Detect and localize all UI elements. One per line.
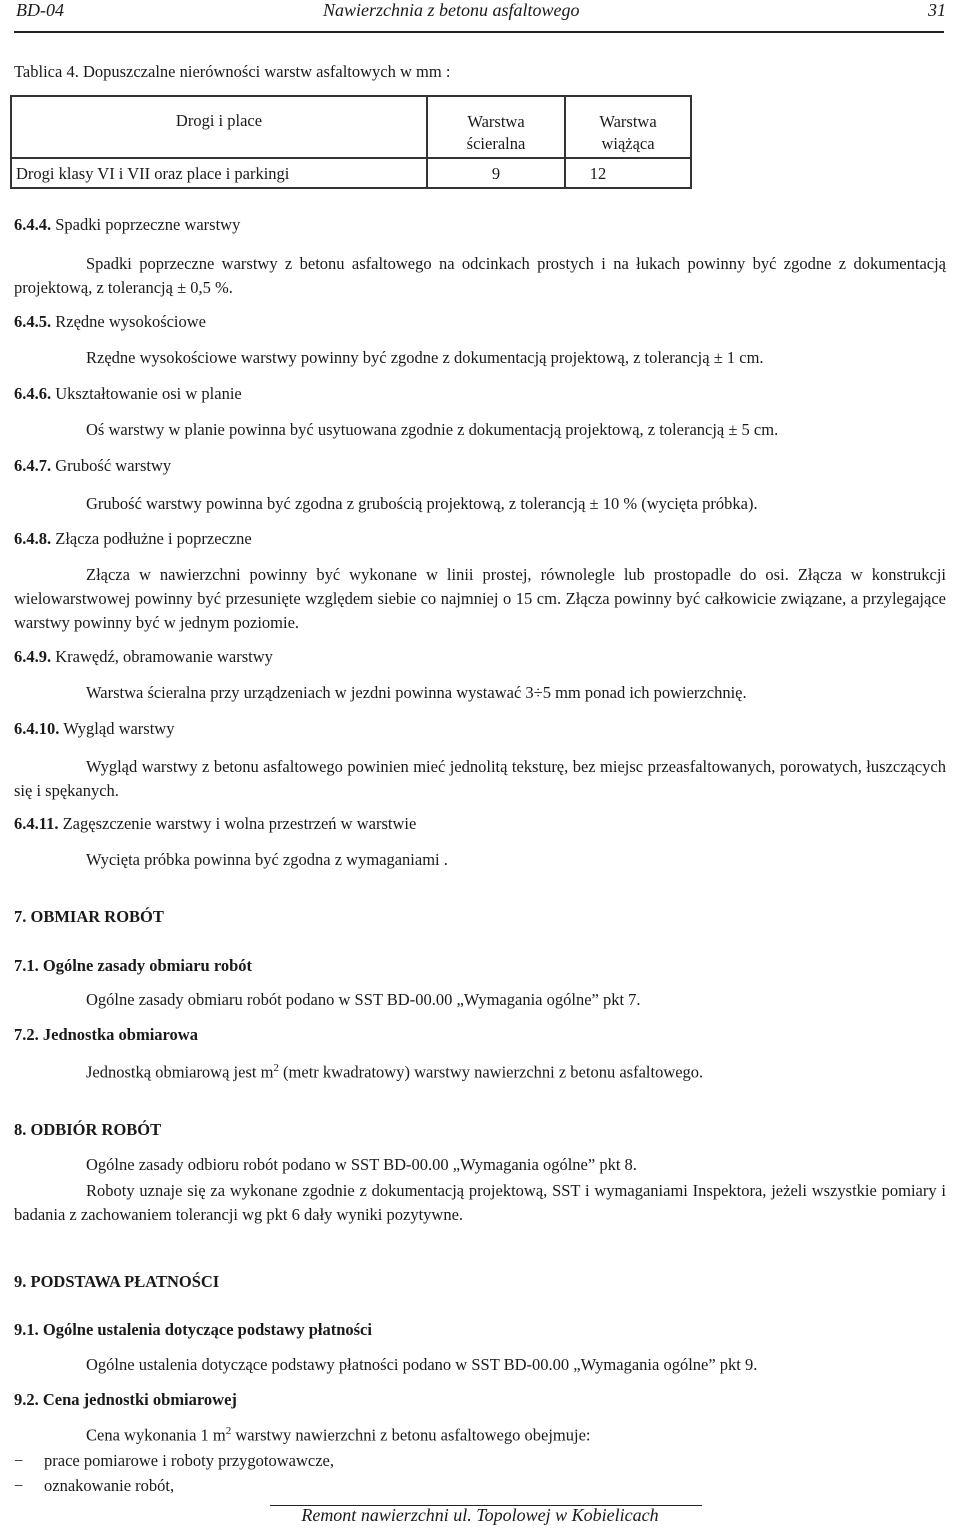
subsection-heading: 9.1. Ogólne ustalenia dotyczące podstawy płatności [14, 1320, 372, 1339]
section-text: Ogólne zasady obmiaru robót podano w SST BD-00.00 „Wymagania ogólne” pkt 7. [86, 990, 641, 1009]
row-value-binder: 12 [565, 158, 691, 188]
row-value-wearing: 9 [427, 158, 565, 188]
table-caption: Tablica 4. Dopuszczalne nierówności warstw asfaltowych w mm : [14, 62, 451, 81]
doc-title: Nawierzchnia z betonu asfaltowego [323, 0, 580, 20]
section-heading: 6.4.5. Rzędne wysokościowe [14, 312, 207, 331]
section-text: Złącza w nawierzchni powinny być wykonane w linii prostej, równolegle lub prostopadle do osi. Złącza w konstrukcji wielowarstwowej powinny być przesunięte względem siebie co najmniej o 15 cm. Złącza powinny być całkowicie związane, a przylegające warstwy powinny być w jednym poziomie. [14, 565, 946, 632]
section-heading: 6.4.4. Spadki poprzeczne warstwy [14, 215, 241, 234]
subsection-heading: 9.2. Cena jednostki obmiarowej [14, 1390, 237, 1409]
header-rule [14, 31, 944, 33]
list-item: − prace pomiarowe i roboty przygotowawcze, [14, 1448, 334, 1473]
section-text: Wycięta próbka powinna być zgodna z wymaganiami . [86, 850, 448, 869]
cost-items-list [14, 1448, 334, 1498]
doc-code: BD-04 [16, 0, 64, 20]
section-heading: 6.4.9. Krawędź, obramowanie warstwy [14, 647, 273, 666]
section-heading: 6.4.7. Grubość warstwy [14, 456, 172, 475]
section-text: Spadki poprzeczne warstwy z betonu asfaltowego na odcinkach prostych i na łukach powinny być zgodne z dokumentacją projektową, z tolerancją ± 0,5 %. [14, 254, 946, 297]
section-text: Warstwa ścieralna przy urządzeniach w jezdni powinna wystawać 3÷5 mm ponad ich powierzchnię. [86, 683, 747, 702]
section-text: Roboty uznaje się za wykonane zgodnie z dokumentacją projektową, SST i wymaganiami Inspektora, jeżeli wszystkie pomiary i badania z zachowaniem tolerancji wg pkt 6 dały wyniki pozytywne. [14, 1181, 946, 1224]
subsection-heading: 7.2. Jednostka obmiarowa [14, 1025, 198, 1044]
col-header-binder: Warstwa wiążąca [565, 96, 691, 158]
row-label: Drogi klasy VI i VII oraz place i parkingi [11, 158, 427, 188]
col-header-roads: Drogi i place [11, 96, 427, 158]
list-item: − oznakowanie robót, [14, 1473, 334, 1498]
section-text: Jednostką obmiarową jest $m^2$ (metr kwadratowy) warstwy nawierzchni z betonu asfaltowego. [86, 1062, 704, 1082]
section-heading: 6.4.8. Złącza podłużne i poprzeczne [14, 529, 252, 548]
section-text: Oś warstwy w planie powinna być usytuowana zgodnie z dokumentacją projektową, z tolerancją ± 5 cm. [86, 420, 779, 439]
section-text: Wygląd warstwy z betonu asfaltowego powinien mieć jednolitą teksturę, bez miejsc przeasfaltowanych, porowatych, łuszczących się i spękanych. [14, 757, 946, 800]
section-heading: 6.4.10. Wygląd warstwy [14, 719, 175, 738]
col-header-wearing: Warstwa ścieralna [427, 96, 565, 158]
section-heading: 6.4.6. Ukształtowanie osi w planie [14, 384, 242, 403]
section-text: Rzędne wysokościowe warstwy powinny być zgodne z dokumentacją projektową, z tolerancją ± 1 cm. [86, 348, 764, 367]
footer-text: Remont nawierzchni ul. Topolowej w Kobielicach [301, 1505, 659, 1525]
chapter-heading: 8. ODBIÓR ROBÓT [14, 1120, 162, 1139]
section-text: Grubość warstwy powinna być zgodna z grubością projektową, z tolerancją ± 10 % (wycięta próbka). [86, 494, 758, 513]
tolerance-table [10, 95, 692, 189]
section-text: Cena wykonania 1 $m^2$ warstwy nawierzchni z betonu asfaltowego obejmuje: [86, 1425, 591, 1445]
section-heading: 6.4.11. Zagęszczenie warstwy i wolna przestrzeń w warstwie [14, 814, 417, 833]
section-text: Ogólne ustalenia dotyczące podstawy płatności podano w SST BD-00.00 „Wymagania ogólne” pkt 9. [86, 1355, 758, 1374]
section-text: Ogólne zasady odbioru robót podano w SST BD-00.00 „Wymagania ogólne” pkt 8. [86, 1155, 637, 1174]
page-number: 31 [928, 0, 946, 20]
subsection-heading: 7.1. Ogólne zasady obmiaru robót [14, 956, 253, 975]
chapter-heading: 9. PODSTAWA PŁATNOŚCI [14, 1272, 220, 1291]
chapter-heading: 7. OBMIAR ROBÓT [14, 907, 164, 926]
